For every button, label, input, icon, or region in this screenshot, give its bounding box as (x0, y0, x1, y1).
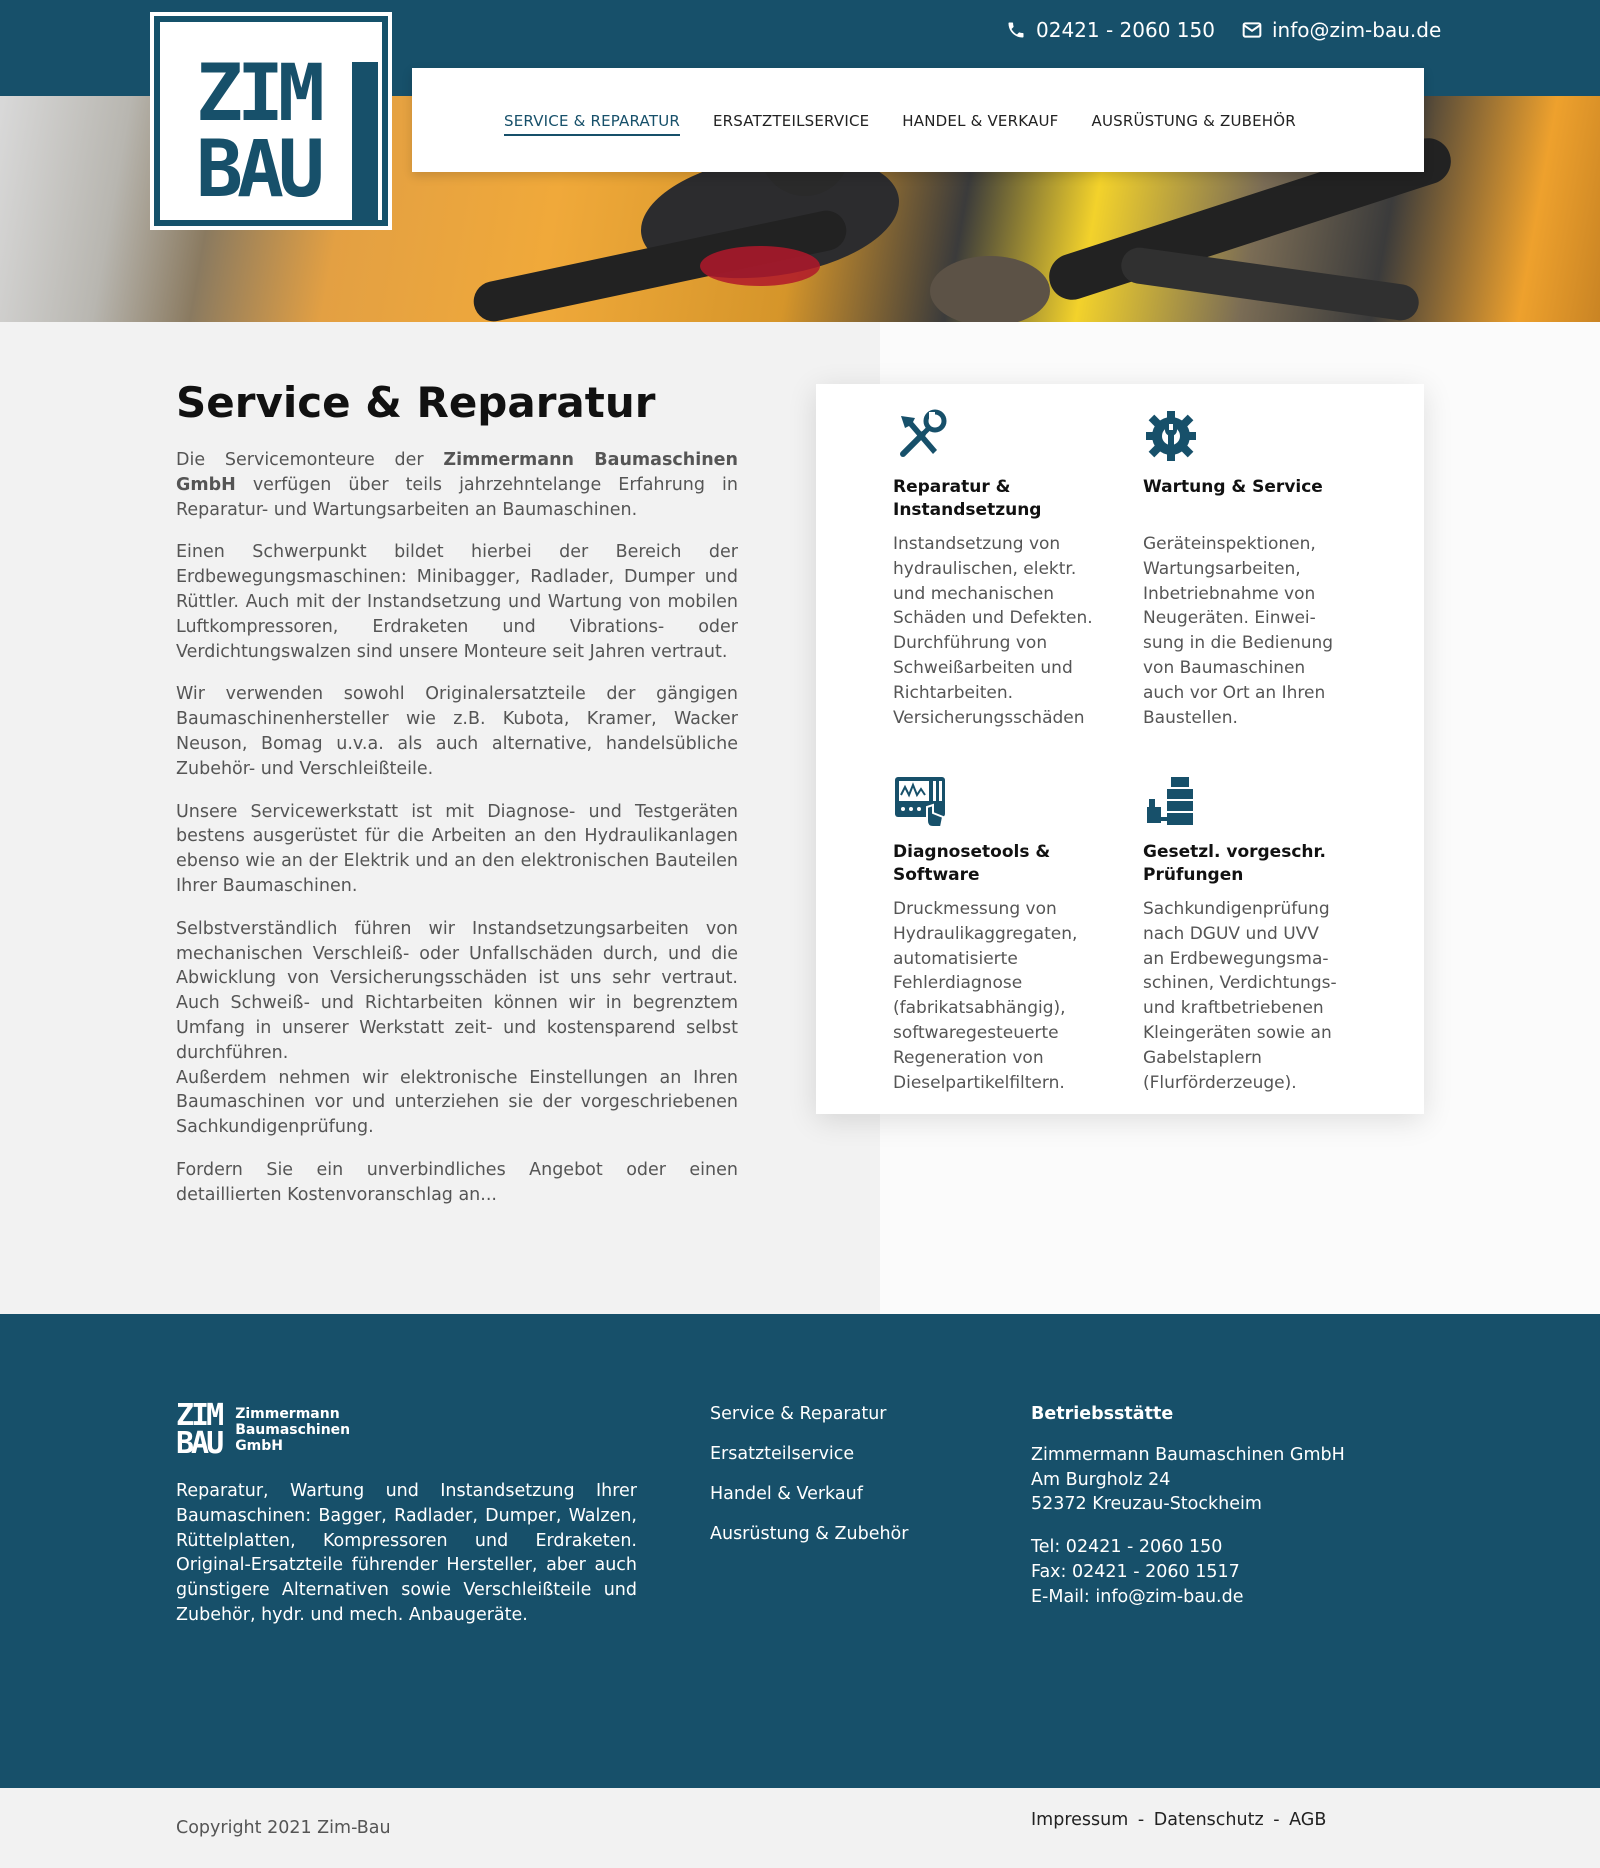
footer-address (1031, 1402, 1345, 1628)
nav-item-handel-verkauf[interactable]: HANDEL & VERKAUF (902, 112, 1059, 130)
paragraph-6: Außerdem nehmen wir elektronische Einstellungen an Ihren Baumaschinen vor und unterziehen sie der vorgeschriebenen Sachkundigenprüfung. (176, 1067, 738, 1138)
service-description: Geräteinspektionen, Wartungsarbeiten, Inbetriebnahme von Neugeräten. Einwei-sung in die Bedienung von Baumaschinen auch vor Ort an Ihren Baustellen. (1143, 534, 1334, 728)
service-title: Reparatur & Instandsetzung (893, 477, 1042, 520)
footer-links (710, 1402, 908, 1562)
address-city: 52372 Kreuzau-Stockheim (1031, 1494, 1262, 1515)
service-diagnosetools (893, 773, 1093, 1095)
nav-item-service-reparatur[interactable]: SERVICE & REPARATUR (504, 112, 680, 136)
footer-link-ausruestung-zubehoer[interactable]: Ausrüstung & Zubehör (710, 1524, 909, 1544)
service-pruefungen (1143, 773, 1343, 1095)
address-heading: Betriebsstätte (1031, 1404, 1174, 1424)
header-email[interactable] (1242, 18, 1441, 42)
logo-text: ZIM BAU (196, 49, 319, 215)
address-street: Am Burgholz 24 (1031, 1469, 1171, 1490)
service-title: Wartung & Service (1143, 477, 1323, 497)
paragraph-2: Einen Schwerpunkt bildet hierbei der Bereich der Erdbewegungsmaschinen: Minibagger, Radlader, Dumper und Rüttler. Auch mit der Instandsetzung und Wartung von mobilen Luftkompressoren, Erdraketen und Vibrations- oder Verdichtungswalzen sind unsere Monteure seit Jahren vertraut. (176, 542, 738, 662)
main-navigation (412, 68, 1424, 172)
paragraph-4: Unsere Servicewerkstatt ist mit Diagnose- und Testgeräten bestens ausgerüstet für die Arbeiten an den Hydraulikanlagen ebenso wie an der Elektrik und an den elektronischen Bauteilen Ihrer Baumaschinen. (176, 801, 738, 896)
nav-item-ausruestung-zubehoer[interactable]: AUSRÜSTUNG & ZUBEHÖR (1091, 112, 1296, 130)
service-wartung (1143, 408, 1343, 730)
footer-tel[interactable]: Tel: 02421 - 2060 150 (1031, 1537, 1223, 1558)
footer-company-name: Zimmermann Baumaschinen GmbH (235, 1406, 351, 1454)
footer-logo-mark: ZIM BAU (176, 1398, 222, 1461)
services-card (816, 384, 1424, 1114)
phone-icon (1006, 20, 1026, 40)
legal-links: Impressum - Datenschutz - AGB (1031, 1810, 1327, 1830)
copyright: Copyright 2021 Zim-Bau (176, 1818, 391, 1838)
service-description: Sachkundigenprüfung nach DGUV und UVV an Erdbewegungsma-schinen, Verdichtungs- und kraftbetriebenen Kleingeräten sowie an Gabelstaplern (Flurförderzeuge). (1143, 899, 1337, 1093)
envelope-icon (1242, 21, 1262, 39)
header-phone[interactable] (1006, 18, 1215, 42)
footer-link-service-reparatur[interactable]: Service & Reparatur (710, 1404, 887, 1424)
paragraph-5: Selbstverständlich führen wir Instandsetzungsarbeiten von mechanischen Verschleiß- oder Unfallschäden durch, und die Abwicklung von Versicherungsschäden ist uns sehr vertraut. Auch Schweiß- und Richtarbeiten können wir in begrenztem Umfang in unserer Werkstatt zeit- und kostensparend selbst durchführen. (176, 918, 738, 1063)
footer-email[interactable]: E-Mail: info@zim-bau.de (1031, 1586, 1244, 1607)
link-impressum[interactable]: Impressum (1031, 1810, 1129, 1830)
diagnostic-device-icon (893, 773, 949, 829)
footer-link-ersatzteilservice[interactable]: Ersatzteilservice (710, 1444, 855, 1464)
paragraph-3: Wir verwenden sowohl Originalersatzteile der gängigen Baumaschinenhersteller wie z.B. Kubota, Kramer, Wacker Neuson, Bomag u.v.a. als auch alternative, handelsübliche Zubehör- und Verschleißteile. (176, 684, 738, 779)
wrench-screwdriver-icon (893, 408, 949, 464)
paragraph-1: Die Servicemonteure der Zimmermann Baumaschinen GmbH verfügen über teils jahrzehntelange Erfahrung in Reparatur- und Wartungsarbeiten an Baumaschinen. (176, 450, 738, 520)
logo[interactable] (154, 16, 388, 226)
nav-item-ersatzteilservice[interactable]: ERSATZTEILSERVICE (713, 112, 870, 130)
phone-number: 02421 - 2060 150 (1036, 18, 1215, 42)
service-description: Instandsetzung von hydraulischen, elektr. und mechanischen Schäden und Defekten. Durchführung von Schweißarbeiten und Richtarbeiten. Versicherungsschäden (893, 534, 1093, 728)
email-address: info@zim-bau.de (1272, 18, 1442, 42)
footer-about-text: Reparatur, Wartung und Instandsetzung Ihrer Baumaschinen: Bagger, Radlader, Dumper, Walzen, Rüttelplatten, Kompressoren und Erdraketen. Original-Ersatzteile führender Hersteller, aber auch günstigere Alternativen sowie Verschleißteile und Zubehör, hydr. und mech. Anbaugeräte. (176, 1481, 637, 1625)
service-reparatur (893, 408, 1093, 730)
address-company: Zimmermann Baumaschinen GmbH (1031, 1444, 1345, 1465)
footer-logo[interactable] (176, 1398, 351, 1461)
link-datenschutz[interactable]: Datenschutz (1153, 1810, 1264, 1830)
footer-fax: Fax: 02421 - 2060 1517 (1031, 1561, 1240, 1582)
service-description: Druckmessung von Hydraulikaggregaten, automatisierte Fehlerdiagnose (fabrikatsabhängig), softwaregesteuerte Regeneration von Dieselpartikelfiltern. (893, 899, 1078, 1093)
forklift-icon (1143, 773, 1199, 829)
page-title: Service & Reparatur (176, 378, 656, 427)
intro-text (176, 448, 738, 1226)
footer-link-handel-verkauf[interactable]: Handel & Verkauf (710, 1484, 863, 1504)
service-title: Diagnosetools & Software (893, 842, 1051, 885)
paragraph-7: Fordern Sie ein unverbindliches Angebot oder einen detaillierten Kostenvoranschlag an... (176, 1159, 738, 1205)
link-agb[interactable]: AGB (1289, 1810, 1327, 1830)
gear-wrench-icon (1143, 408, 1199, 464)
service-title: Gesetzl. vorgeschr. Prüfungen (1143, 842, 1326, 885)
